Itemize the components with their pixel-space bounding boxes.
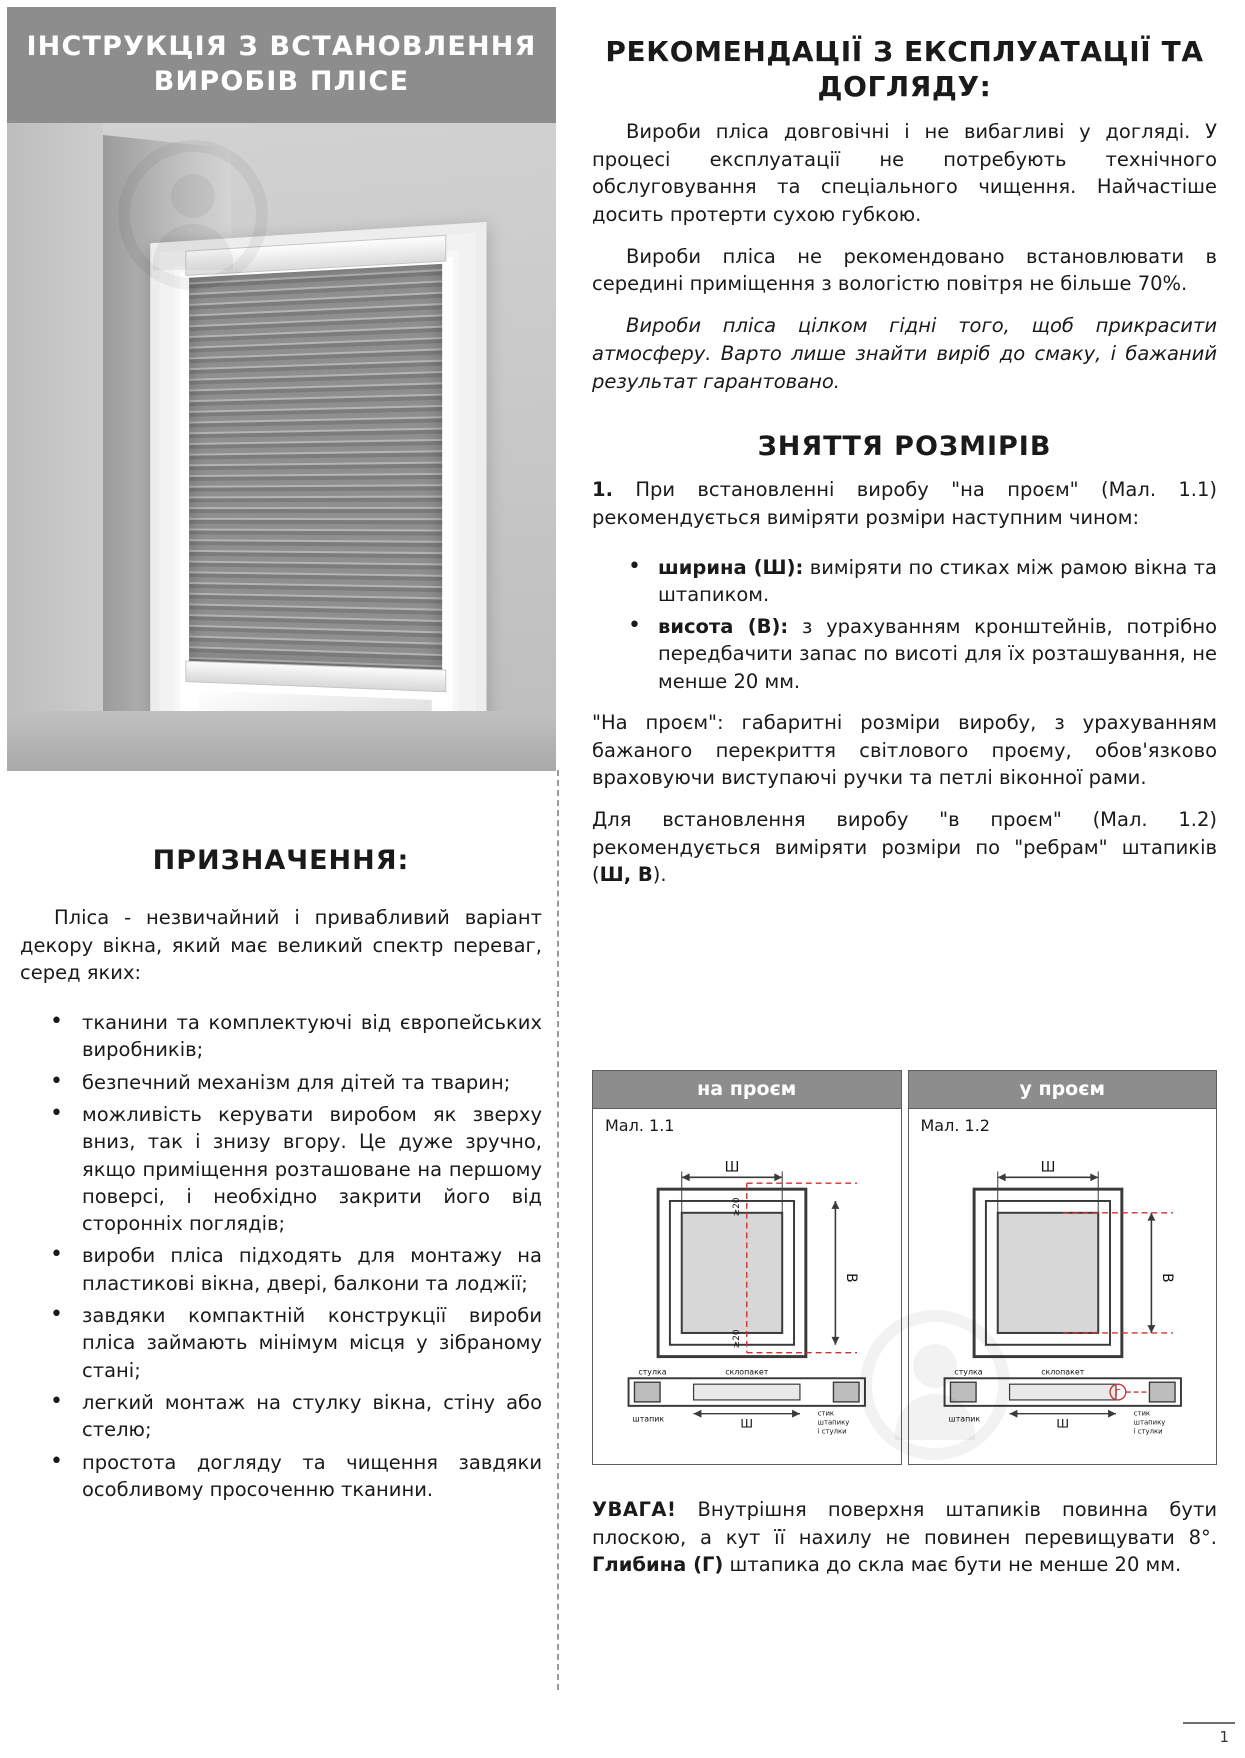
- svg-text:склопакет: склопакет: [725, 1367, 769, 1377]
- attention-note: [592, 1496, 1217, 1579]
- list-item: • можливість керувати виробом як зверху вниз, так і знизу вгору. Це дуже зручно, якщо приміщення розташоване на першому поверсі, і необхідно закрити його від сторонніх поглядів;: [20, 1101, 542, 1237]
- purpose-title: ПРИЗНАЧЕННЯ:: [152, 845, 410, 876]
- measurement-p3-c: ).: [652, 863, 667, 887]
- care-section: [592, 0, 1217, 889]
- svg-text:склопакет: склопакет: [1040, 1367, 1084, 1377]
- svg-text:і стулки: і стулки: [817, 1427, 847, 1436]
- figure-1-caption: Мал. 1.1: [605, 1116, 675, 1135]
- figure-u-proem: [908, 1070, 1218, 1465]
- list-item: • безпечний механізм для дітей та тварин;: [20, 1069, 542, 1096]
- list-item: • завдяки компактній конструкції вироби пліса займають мінімум місця у зібраному стані;: [20, 1302, 542, 1384]
- page-title: ІНСТРУКЦІЯ З ВСТАНОВЛЕННЯ ВИРОБІВ ПЛІСЕ: [26, 31, 537, 97]
- figure-2-header: у проєм: [909, 1071, 1217, 1109]
- purpose-bullet-list: [20, 1009, 542, 1503]
- width-text: виміряти по стиках між рамою вікна та штапиком.: [658, 555, 1217, 606]
- measurement-paragraph-2: "На проєм": габаритні розміри виробу, з урахуванням бажаного перекриття світлового проєму, обов'язково враховуючи виступаючі ручки та петлі віконної рами.: [592, 711, 1217, 790]
- svg-text:стулка: стулка: [638, 1367, 667, 1377]
- column-divider: [557, 770, 559, 1690]
- purpose-section: [20, 845, 542, 1508]
- photo-pleated-fabric: [189, 264, 442, 672]
- height-label: висота (В):: [658, 615, 789, 639]
- svg-text:штапик: штапик: [632, 1414, 665, 1424]
- svg-text:стулка: стулка: [953, 1367, 983, 1377]
- care-paragraph-2: Вироби пліса не рекомендовано встановлювати в середині приміщення з вологістю повітря не більше 70%.: [592, 244, 1217, 296]
- figure-2-caption: Мал. 1.2: [920, 1116, 990, 1135]
- svg-text:≥20: ≥20: [731, 1197, 742, 1217]
- svg-text:Ш: Ш: [1055, 1416, 1069, 1431]
- measurement-intro-number: 1.: [592, 478, 613, 502]
- svg-text:стик: стик: [1133, 1409, 1150, 1418]
- measurement-p3-a: Для встановлення виробу "в проєм" (Мал. 1.2) рекомендується виміряти розміри по "ребрам" штапиків (: [592, 808, 1217, 887]
- svg-text:штапику: штапику: [817, 1418, 850, 1427]
- svg-text:штапику: штапику: [1133, 1418, 1165, 1427]
- attention-text-b: штапика до скла має бути не менше 20 мм.: [723, 1553, 1182, 1577]
- photo-window-frame: [150, 222, 486, 771]
- svg-text:Г: Г: [1114, 1388, 1121, 1399]
- list-item: [592, 554, 1217, 609]
- svg-text:Ш: Ш: [1040, 1159, 1055, 1176]
- list-item: • вироби пліса підходять для монтажу на пластикові вікна, двері, балкони та лоджії;: [20, 1242, 542, 1297]
- care-paragraph-1: Вироби пліса довговічні і не вибагливі у догляді. У процесі експлуатації не потребують технічного обслуговування та спеціального чищення. Найчастіше досить протерти сухою губкою.: [592, 120, 1217, 227]
- page-number-rule: [1183, 1722, 1235, 1724]
- page-number: 1: [1219, 1728, 1229, 1746]
- svg-text:Ш: Ш: [724, 1159, 740, 1176]
- list-item: • тканини та комплектуючі від європейських виробників;: [20, 1009, 542, 1064]
- care-paragraph-3: Вироби пліса цілком гідні того, щоб прикрасити атмосферу. Варто лише знайти виріб до смаку, і бажаний результат гарантовано.: [592, 314, 1217, 393]
- document-header-band: [7, 7, 556, 123]
- right-column: [562, 0, 1245, 1758]
- measurement-paragraph-3: [592, 806, 1217, 889]
- measurement-intro-text: При встановленні виробу "на проєм" (Мал. 1.1) рекомендується виміряти розміри наступним чином:: [592, 478, 1217, 529]
- purpose-intro: Пліса - незвичайний і привабливий варіант декору вікна, який має великий спектр переваг, серед яких:: [20, 906, 542, 985]
- svg-text:В: В: [843, 1273, 860, 1283]
- svg-text:Ш: Ш: [740, 1416, 754, 1431]
- measurement-title: ЗНЯТТЯ РОЗМІРІВ: [757, 431, 1052, 463]
- photo-wall: [7, 123, 103, 771]
- list-item: [592, 613, 1217, 695]
- care-title: РЕКОМЕНДАЦІЇ З ЕКСПЛУАТАЦІЇ ТА ДОГЛЯДУ:: [605, 35, 1204, 103]
- figure-panel: [592, 1070, 1217, 1465]
- figure-1-header: на проєм: [593, 1071, 901, 1109]
- svg-text:і стулки: і стулки: [1133, 1427, 1163, 1436]
- depth-label: Глибина (Г): [592, 1553, 724, 1577]
- figure-1-drawing: [599, 1137, 895, 1458]
- svg-text:стик: стик: [817, 1409, 835, 1418]
- photo-window-inner: [174, 251, 459, 771]
- svg-text:≥20: ≥20: [731, 1329, 742, 1349]
- photo-floor: [7, 711, 556, 771]
- figure-2-drawing: [915, 1137, 1211, 1458]
- attention-text-a: Внутрішня поверхня штапиків повинна бути плоскою, а кут її нахилу не повинен перевищувати 8°.: [592, 1498, 1217, 1549]
- height-text: з урахуванням кронштейнів, потрібно передбачити запас по висоті для їх розташування, не менше 20 мм.: [658, 615, 1217, 693]
- svg-text:В: В: [1158, 1273, 1175, 1283]
- left-column: [0, 0, 556, 1758]
- product-photo: [7, 123, 556, 771]
- measurement-bullet-list: [592, 554, 1217, 695]
- measurement-p3-dims: Ш, В: [599, 863, 653, 887]
- svg-text:штапик: штапик: [947, 1414, 980, 1424]
- attention-label: УВАГА!: [592, 1498, 677, 1521]
- figure-na-proem: [592, 1070, 902, 1465]
- width-label: ширина (Ш):: [658, 555, 804, 579]
- list-item: • простота догляду та чищення завдяки особливому просоченню тканини.: [20, 1449, 542, 1504]
- measurement-intro: [592, 476, 1217, 531]
- list-item: • легкий монтаж на стулку вікна, стіну або стелю;: [20, 1389, 542, 1444]
